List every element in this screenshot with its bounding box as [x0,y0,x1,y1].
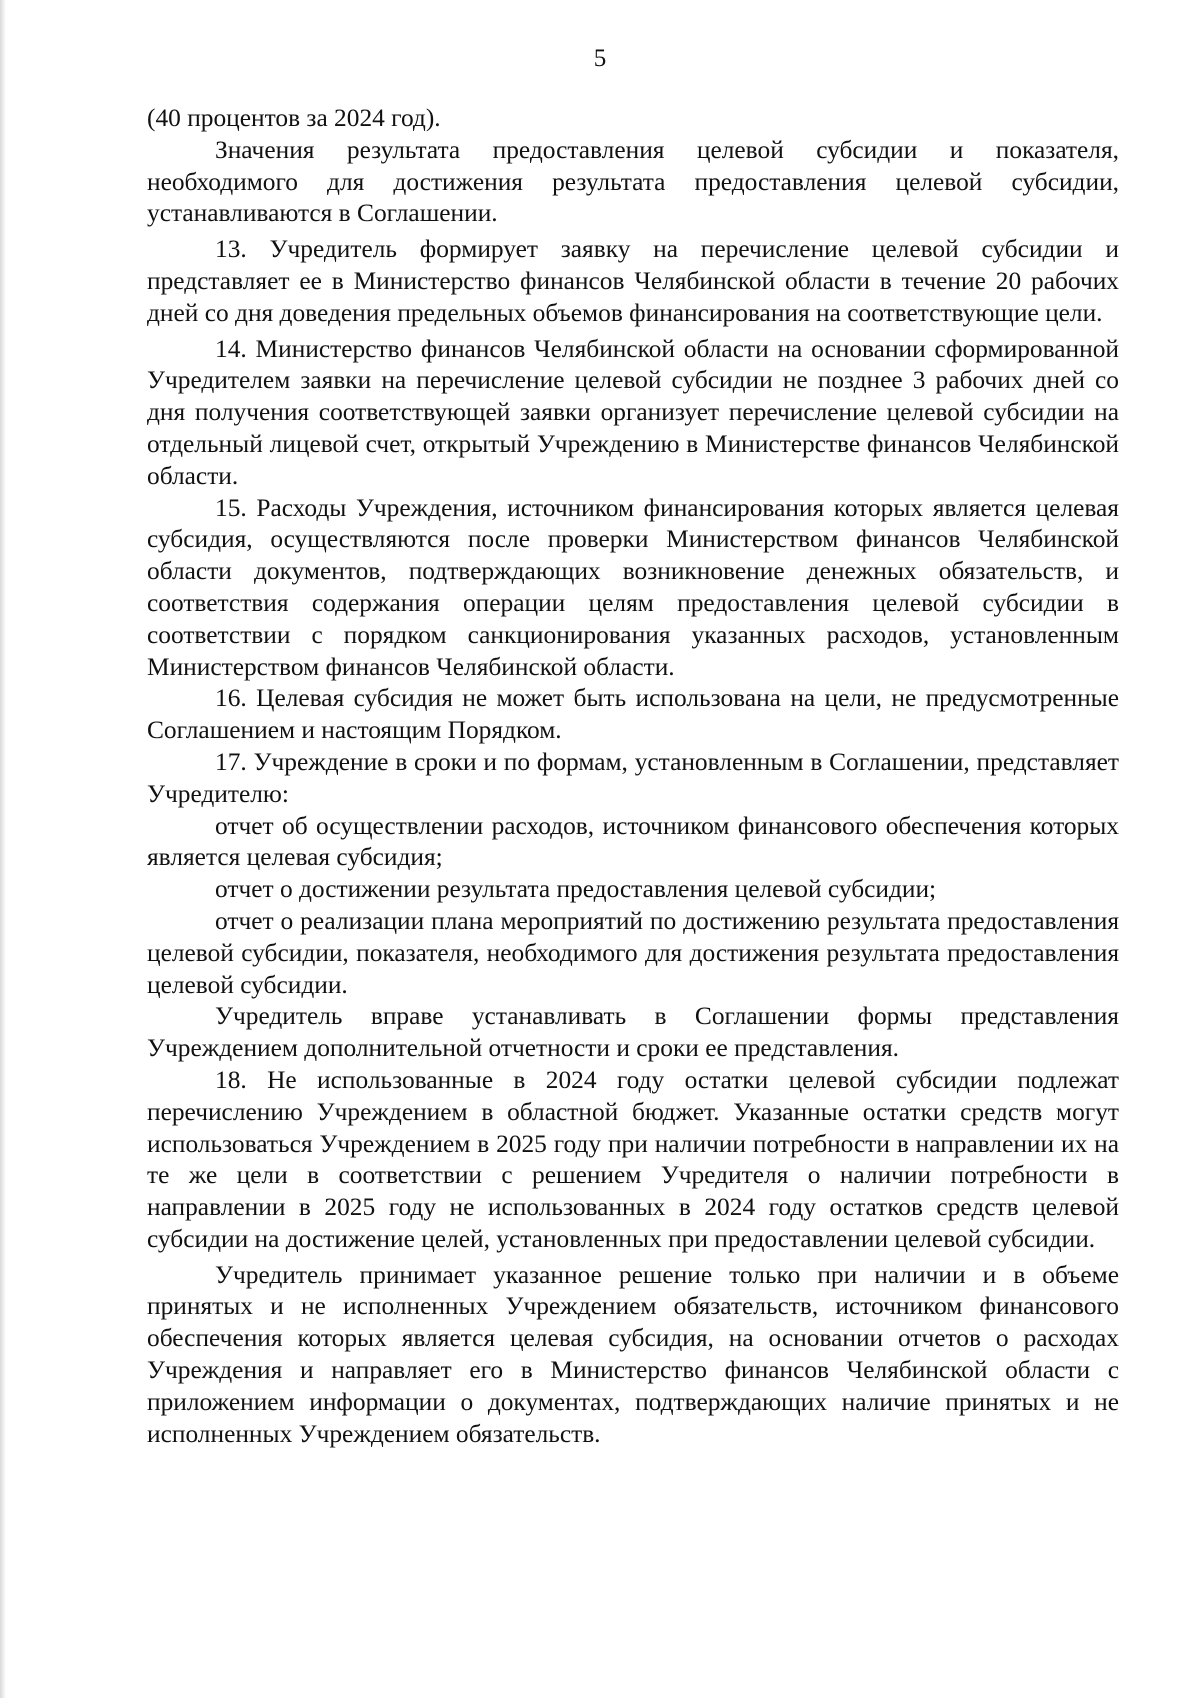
paragraph-17-report-expenses: отчет об осуществлении расходов, источником финансового обеспечения которых является целевая субсидия; [147,811,1119,872]
paragraph-17-report-result: отчет о достижении результата предоставления целевой субсидии; [215,875,937,904]
paragraph-14: 14. Министерство финансов Челябинской области на основании сформированной Учредителем заявки на перечисление целевой субсидии не позднее 3 рабочих дней со дня получения соответствующей заявки организует перечисление целевой субсидии на отдельный лицевой счет, открытый Учреждению в Министерстве финансов Челябинской области. [147,334,1119,490]
paragraph-result-values: Значения результата предоставления целевой субсидии и показателя, необходимого для достижения результата предоставления целевой субсидии, устанавливаются в Соглашении. [147,135,1119,228]
paragraph-continuation: (40 процентов за 2024 год). [147,104,441,132]
scan-edge-shadow [0,0,6,1698]
document-body [147,103,1119,1450]
paragraph-17: 17. Учреждение в сроки и по формам, установленным в Соглашении, представляет Учредителю: [147,747,1119,808]
paragraph-13: 13. Учредитель формирует заявку на перечисление целевой субсидии и представляет ее в Министерство финансов Челябинской области в течение 20 рабочих дней со дня доведения предельных объемов финансирования на соответствующие цели. [147,235,1119,327]
paragraph-16: 16. Целевая субсидия не может быть использована на цели, не предусмотренные Соглашением и настоящим Порядком. [147,684,1119,745]
paragraph-additional-reporting: Учредитель вправе устанавливать в Соглашении формы представления Учреждением дополнительной отчетности и сроки ее представления. [147,1002,1119,1063]
paragraph-17-report-plan: отчет о реализации плана мероприятий по достижению результата предоставления целевой субсидии, показателя, необходимого для достижения результата предоставления целевой субсидии. [147,906,1119,999]
paragraph-founder-decision: Учредитель принимает указанное решение только при наличии и в объеме принятых и не исполненных Учреждением обязательств, источником финансового обеспечения которых является целевая субсидия, на основании отчетов о расходах Учреждения и направляет его в Министерство финансов Челябинской области с приложением информации о документах, подтверждающих наличие принятых и не исполненных Учреждением обязательств. [147,1260,1119,1448]
page-number: 5 [593,45,607,72]
paragraph-18: 18. Не использованные в 2024 году остатки целевой субсидии подлежат перечислению Учреждением в областной бюджет. Указанные остатки средств могут использоваться Учреждением в 2025 году при наличии потребности в направлении их на те же цели в соответствии с решением Учредителя о наличии потребности в направлении в 2025 году не использованных в 2024 году остатков средств целевой субсидии на достижение целей, установленных при предоставлении целевой субсидии. [147,1065,1119,1253]
paragraph-15: 15. Расходы Учреждения, источником финансирования которых является целевая субсидия, осуществляются после проверки Министерством финансов Челябинской области документов, подтверждающих возникновение денежных обязательств, и соответствия содержания операции целям предоставления целевой субсидии в соответствии с порядком санкционирования указанных расходов, установленным Министерством финансов Челябинской области. [147,493,1119,681]
